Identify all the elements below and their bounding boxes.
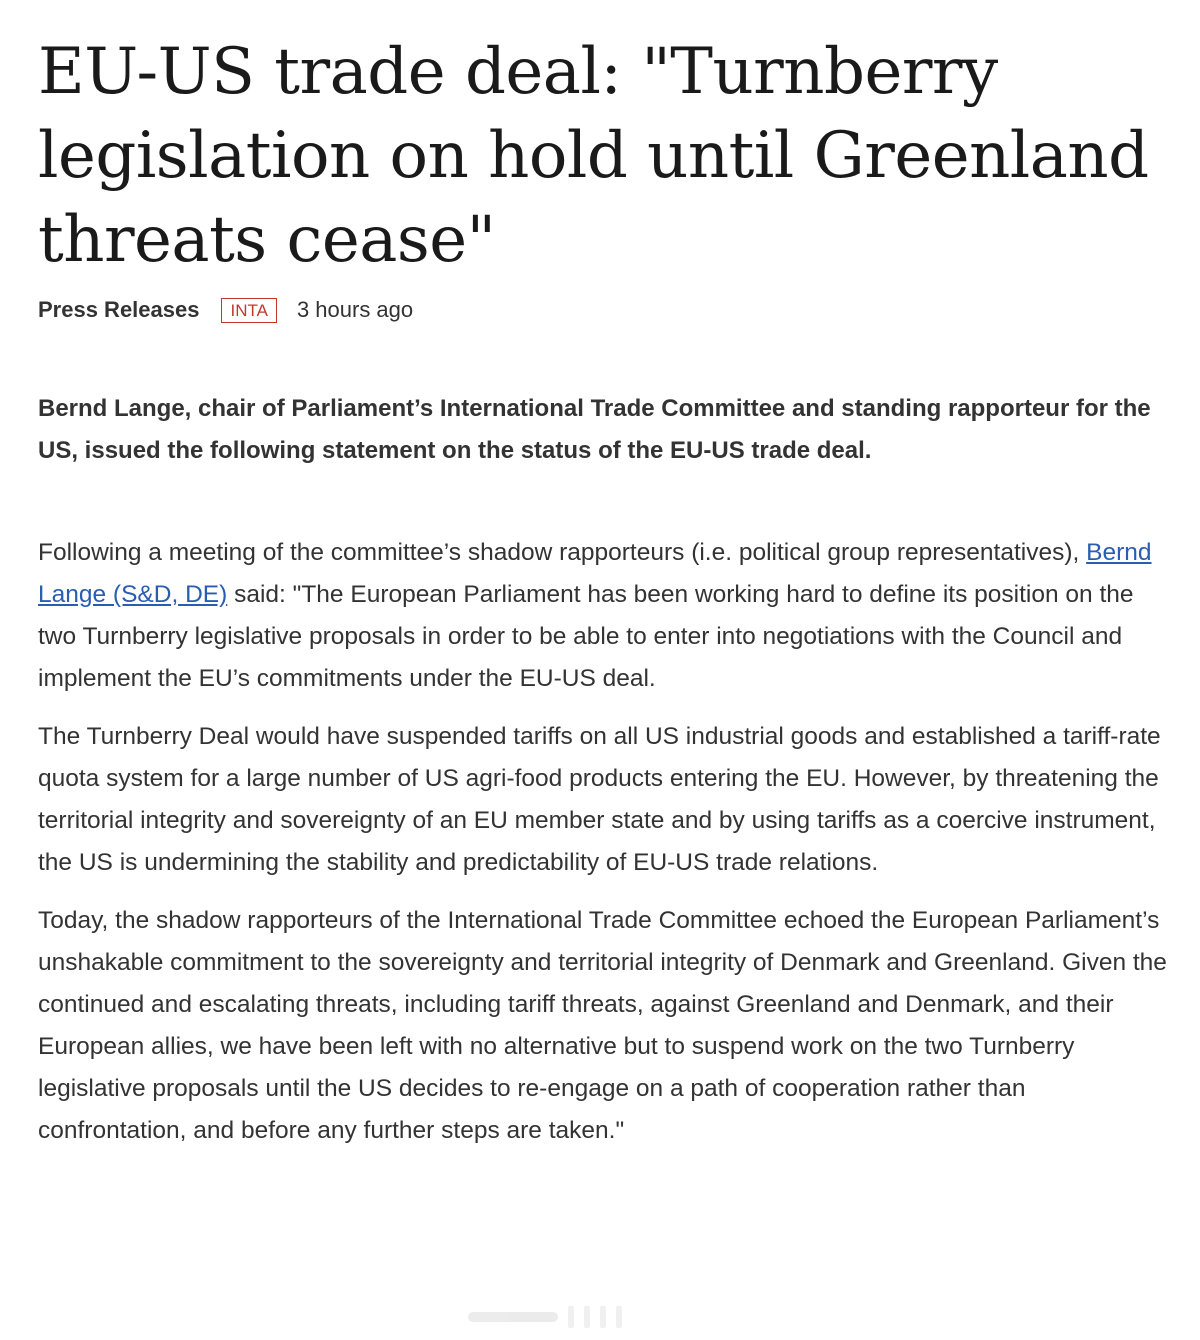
body-paragraph-3: Today, the shadow rapporteurs of the International Trade Committee echoed the European Parliament’s unshakable commitment to the sovereignty and territorial integrity of Denmark and Greenland. Given the continued and escalating threats, including tariff threats, against Greenland and Denmark, and their European allies, we have been left with no alternative but to suspend work on the two Turnberry legislative proposals until the US decides to re-engage on a path of cooperation rather than confrontation, and before any further steps are taken." xyxy=(38,907,1167,1144)
faded-bar xyxy=(568,1306,574,1328)
paragraph-1-before-link: Following a meeting of the committee’s shadow rapporteurs (i.e. political group representatives), xyxy=(38,539,1087,566)
paragraph-1-after-link: said: "The European Parliament has been working hard to define its position on the two Turnberry legislative proposals in order to be able to enter into negotiations with the Council and implement the EU’s commitments under the EU-US deal. xyxy=(38,581,1134,692)
article-meta xyxy=(38,294,1178,326)
faded-bar xyxy=(584,1306,590,1328)
article-title: EU-US trade deal: "Turnberry legislation on hold until Greenland threats cease" xyxy=(38,35,1149,277)
committee-badge[interactable]: INTA xyxy=(221,298,276,323)
mep-profile-link[interactable]: Bernd Lange (S&D, DE) xyxy=(38,539,1152,608)
article-lead: Bernd Lange, chair of Parliament’s International Trade Committee and standing rapporteur for the US, issued the following statement on the status of the EU-US trade deal. xyxy=(38,395,1151,464)
faded-pill xyxy=(468,1312,558,1322)
faded-overlay-artifact xyxy=(468,1304,732,1330)
faded-bar xyxy=(600,1306,606,1328)
faded-bar xyxy=(616,1306,622,1328)
body-paragraph-2: The Turnberry Deal would have suspended tariffs on all US industrial goods and established a tariff-rate quota system for a large number of US agri-food products entering the EU. However, by threatening the territorial integrity and sovereignty of an EU member state and by using tariffs as a coercive instrument, the US is undermining the stability and predictability of EU-US trade relations. xyxy=(38,723,1161,876)
article xyxy=(38,30,1178,1168)
category-label[interactable]: Press Releases xyxy=(38,297,200,322)
body-paragraph-1 xyxy=(38,532,1178,700)
publish-time: 3 hours ago xyxy=(296,297,414,322)
